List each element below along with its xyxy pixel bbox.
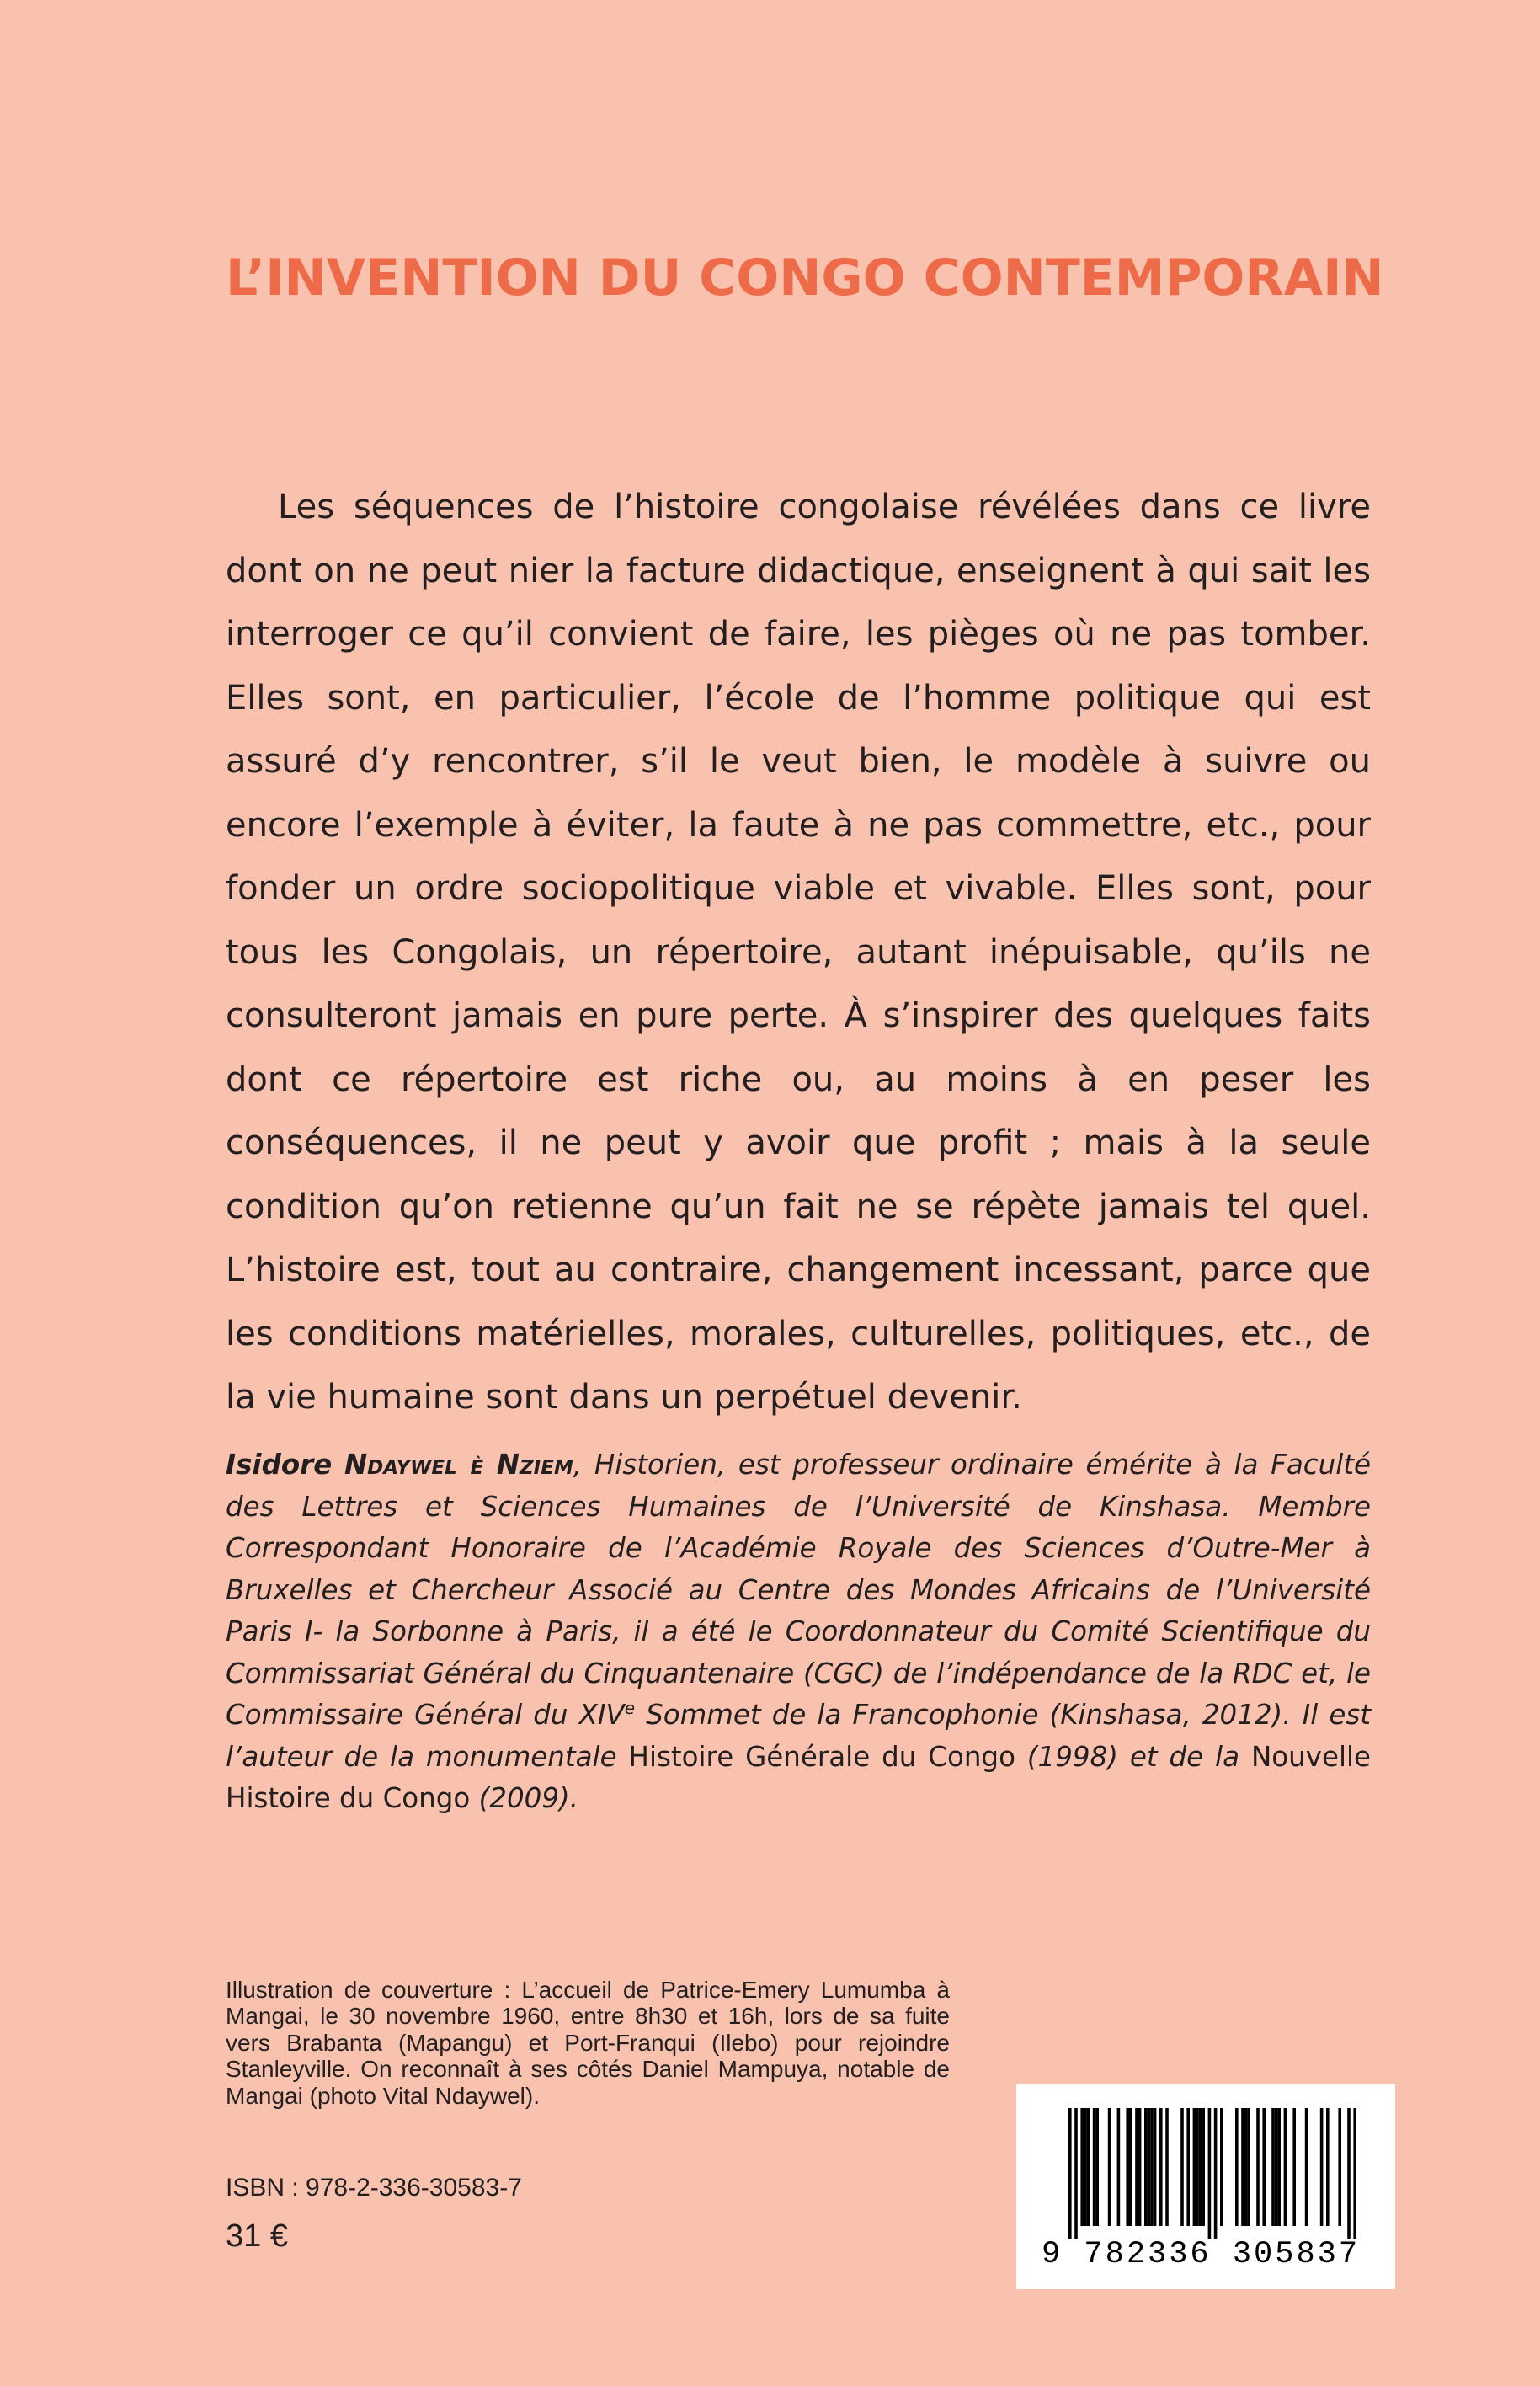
- barcode-digits: 9 782336 305837: [1042, 2237, 1361, 2272]
- barcode-bar: [1144, 2108, 1148, 2226]
- barcode-bar: [1180, 2108, 1184, 2226]
- barcode-bar: [1326, 2108, 1330, 2226]
- barcode-bar: [1087, 2108, 1090, 2226]
- barcode-bar: [1202, 2108, 1205, 2226]
- author-book-title: Histoire Générale du Congo: [628, 1740, 1015, 1773]
- author-bio-text: (1998) et de la: [1015, 1740, 1251, 1773]
- barcode-bar: [1117, 2108, 1121, 2226]
- barcode-bar: [1320, 2108, 1324, 2226]
- author-first-name: Isidore: [226, 1449, 333, 1481]
- barcode-bar: [1277, 2108, 1281, 2226]
- author-book-title: Nouvelle Histoire du Congo: [226, 1740, 1372, 1814]
- barcode-bar: [1292, 2108, 1296, 2226]
- barcode-bar: [1186, 2108, 1190, 2226]
- barcode-bar: [1338, 2108, 1341, 2226]
- author-biography: [226, 1444, 1371, 1820]
- barcode-bar: [1244, 2108, 1248, 2226]
- barcode-bar: [1084, 2108, 1087, 2226]
- barcode-bar: [1093, 2108, 1096, 2226]
- barcode-bar: [1347, 2108, 1351, 2239]
- book-title: L’INVENTION DU CONGO CONTEMPORAIN: [226, 248, 1384, 307]
- barcode-bar: [1135, 2108, 1138, 2226]
- author-bio-superscript: e: [624, 1698, 635, 1718]
- isbn-number: ISBN : 978-2-336-30583-7: [226, 2174, 522, 2202]
- author-bio-text: , Historien, est professeur ordinaire émérite à la Faculté des Lettres et Sciences Humaines de l’Université de Kinshasa. Membre Correspondant Honoraire de l’Académie Royale des Sciences d’Outre-Mer à Bruxelles et Chercheur Associé au Centre des Mondes Africains de l’Université Paris I- la Sorbonne à Paris, il a été le Coordonnateur du Comité Scientifique du Commissariat Général du Cinquantenaire (CGC) de l’indépendance de la RDC et, le Commissaire Général du XIV: [226, 1449, 1371, 1731]
- barcode-bar: [1193, 2108, 1196, 2226]
- barcode-bar: [1126, 2108, 1129, 2226]
- barcode-bar: [1095, 2108, 1099, 2226]
- illustration-credit: Illustration de couverture : L’accueil de Patrice-Emery Lumumba à Mangai, le 30 novembre 1960, entre 8h30 et 16h, lors de sa fuite vers Brabanta (Mapangu) et Port-Franqui (Ilebo) pour rejoindre Stanleyville. On reconnaît à ses côtés Daniel Mampuya, notable de Mangai (photo Vital Ndaywel).: [226, 1977, 950, 2109]
- book-summary: Les séquences de l’histoire congolaise révélées dans ce livre dont on ne peut nier la facture didactique, enseignent à qui sait les interroger ce qu’il convient de faire, les pièges où ne pas tomber. Elles sont, en particulier, l’école de l’homme politique qui est assuré d’y rencontrer, s’il le veut bien, le modèle à suivre ou encore l’exemple à éviter, la faute à ne pas commettre, etc., pour fonder un ordre sociopolitique viable et vivable. Elles sont, pour tous les Congolais, un répertoire, autant inépuisable, qu’ils ne consulteront jamais en pure perte. À s’inspirer des quelques faits dont ce répertoire est riche ou, au moins à en peser les conséquences, il ne peut y avoir que profit ; mais à la seule condition qu’on retienne qu’un fait ne se répète jamais tel quel. L’histoire est, tout au contraire, changement incessant, parce que les conditions matérielles, morales, culturelles, politiques, etc., de la vie humaine sont dans un perpétuel devenir.: [226, 488, 1371, 1417]
- barcode-bar: [1068, 2108, 1072, 2239]
- barcode-bar: [1159, 2108, 1163, 2226]
- author-bio-text: Sommet de la Francophonie (Kinshasa, 2012). Il est l’auteur de la monumentale: [226, 1699, 1371, 1773]
- barcode-bar: [1129, 2108, 1132, 2226]
- barcode-bar: [1165, 2108, 1169, 2226]
- barcode-bar: [1305, 2108, 1308, 2226]
- barcode-bar: [1214, 2108, 1218, 2239]
- barcode-bar: [1138, 2108, 1142, 2226]
- barcode-bar: [1284, 2108, 1287, 2226]
- barcode-bar: [1196, 2108, 1199, 2226]
- barcode: [1016, 2084, 1395, 2289]
- barcode-bar: [1247, 2108, 1250, 2226]
- barcode-bar: [1353, 2108, 1356, 2239]
- barcode-bar: [1271, 2108, 1275, 2226]
- barcode-bars: [1068, 2108, 1388, 2239]
- barcode-bar: [1154, 2108, 1157, 2226]
- barcode-bar: [1220, 2108, 1223, 2226]
- barcode-bar: [1235, 2108, 1239, 2226]
- barcode-bar: [1241, 2108, 1244, 2226]
- price-label: 31 €: [226, 2218, 288, 2254]
- barcode-bar: [1150, 2108, 1154, 2226]
- barcode-bar: [1074, 2108, 1078, 2239]
- barcode-bar: [1275, 2108, 1278, 2226]
- author-bio-text: (2009).: [470, 1782, 579, 1814]
- barcode-bar: [1148, 2108, 1151, 2226]
- barcode-bar: [1256, 2108, 1260, 2226]
- barcode-bar: [1199, 2108, 1202, 2226]
- author-surname: Ndaywel è Nziem: [344, 1449, 573, 1481]
- barcode-bar: [1208, 2108, 1212, 2239]
- barcode-bar: [1080, 2108, 1084, 2226]
- barcode-bar: [1262, 2108, 1266, 2226]
- barcode-bar: [1108, 2108, 1111, 2226]
